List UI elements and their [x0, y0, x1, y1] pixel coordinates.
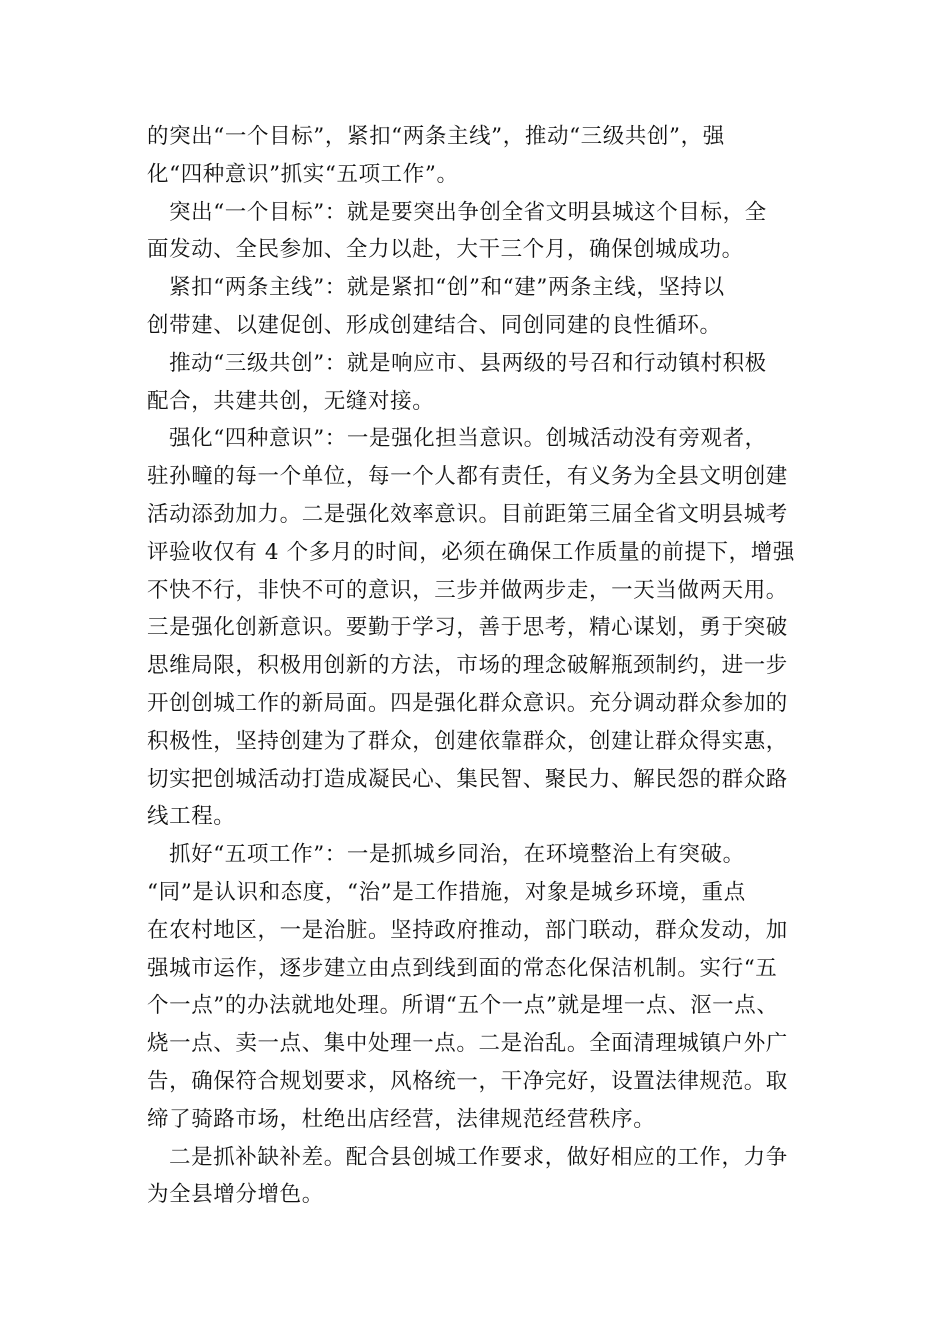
text-line: 紧扣“两条主线”：就是紧扣“创”和“建”两条主线，坚持以 [169, 275, 725, 301]
text-line: 化“四种意识”抓实“五项工作”。 [147, 161, 459, 187]
text-line: 烧一点、卖一点、集中处理一点。二是治乱。全面清理城镇户外广 [147, 1031, 788, 1057]
text-line: 积极性，坚持创建为了群众，创建依靠群众，创建让群众得实惠， [147, 728, 788, 754]
text-line: 推动“三级共创”：就是响应市、县两级的号召和行动镇村积极 [169, 350, 767, 376]
text-line: 在农村地区，一是治脏。坚持政府推动，部门联动，群众发动，加 [147, 917, 788, 943]
text-line: 抓好“五项工作”：一是抓城乡同治，在环境整治上有突破。 [169, 842, 745, 868]
text-line: 二是抓补缺补差。配合县创城工作要求，做好相应的工作，力争 [169, 1144, 788, 1170]
text-line: 不快不行，非快不可的意识，三步并做两步走，一天当做两天用。 [147, 577, 788, 603]
text-line: 配合，共建共创，无缝对接。 [147, 388, 435, 414]
document-body [147, 118, 827, 1214]
text-line: 驻孙疃的每一个单位，每一个人都有责任，有义务为全县文明创建 [147, 464, 788, 490]
text-line: 切实把创城活动打造成凝民心、集民智、聚民力、解民怨的群众路 [147, 766, 788, 792]
text-line: “同”是认识和态度，“治”是工作措施，对象是城乡环境，重点 [147, 879, 746, 905]
text-line: 个一点”的办法就地处理。所谓“五个一点”就是埋一点、沤一点、 [147, 993, 779, 1019]
text-line: 创带建、以建促创、形成创建结合、同创同建的良性循环。 [147, 312, 722, 338]
text-line: 线工程。 [147, 804, 236, 830]
text-line: 活动添劲加力。二是强化效率意识。目前距第三届全省文明县城考 [147, 501, 788, 527]
text-line: 告，确保符合规划要求，风格统一，干净完好，设置法律规范。取 [147, 1068, 788, 1094]
text-line: 突出“一个目标”：就是要突出争创全省文明县城这个目标，全 [169, 199, 767, 225]
text-line: 缔了骑路市场，杜绝出店经营，法律规范经营秩序。 [147, 1106, 656, 1132]
text-line: 的突出“一个目标”，紧扣“两条主线”，推动“三级共创”，强 [147, 124, 725, 149]
text-line: 为全县增分增色。 [147, 1182, 324, 1208]
text-line: 三是强化创新意识。要勤于学习，善于思考，精心谋划，勇于突破 [147, 615, 788, 641]
text-line: 面发动、全民参加、全力以赴，大干三个月，确保创城成功。 [147, 237, 744, 263]
text-line: 强城市运作，逐步建立由点到线到面的常态化保洁机制。实行“五 [147, 955, 778, 981]
text-line: 强化“四种意识”：一是强化担当意识。创城活动没有旁观者， [169, 426, 767, 452]
text-line: 评验收仅有 4 个多月的时间，必须在确保工作质量的前提下，增强 [147, 539, 795, 565]
text-line: 思维局限，积极用创新的方法，市场的理念破解瓶颈制约，进一步 [147, 653, 788, 679]
text-line: 开创创城工作的新局面。四是强化群众意识。充分调动群众参加的 [147, 690, 788, 716]
